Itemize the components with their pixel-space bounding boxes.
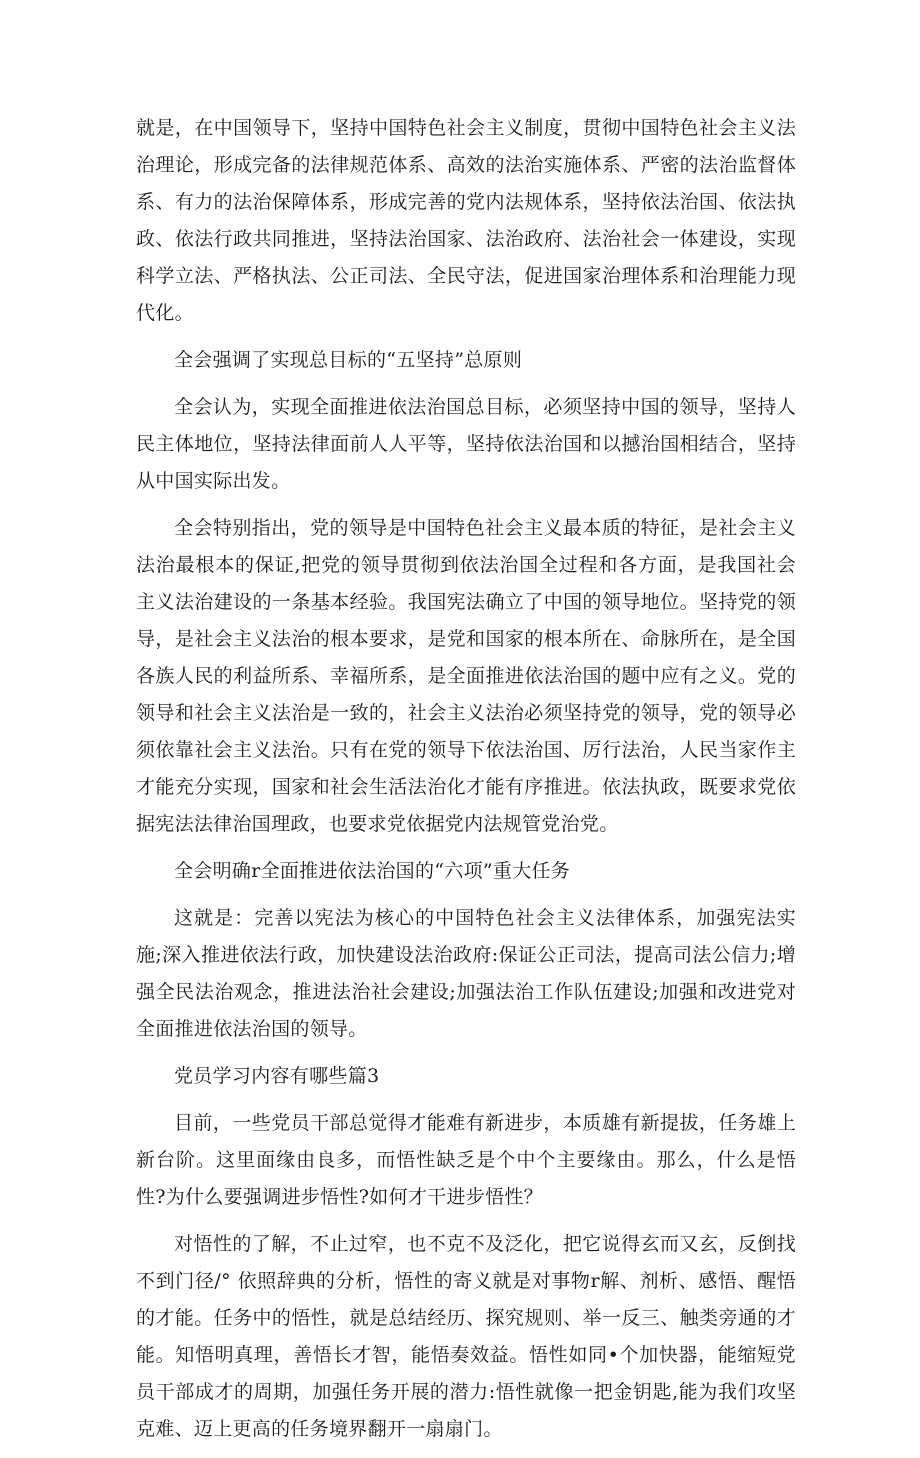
document-page (136, 110, 796, 1458)
paragraph-2: 全会认为，实现全面推进依法治国总目标，必须坚持中国的领导，坚持人民主体地位，坚持法律面前人人平等，坚持依法治国和以撼治国相结合，坚持从中国实际出发。 (136, 396, 796, 492)
paragraph-6: 对悟性的了解，不止过窄，也不克不及泛化，把它说得玄而又玄，反倒找不到门径/° 依照辞典的分析，悟性的寄义就是对事物r解、剂析、感悟、醒悟的才能。任务中的悟性，就是总结经历、探究规则、举一反三、触类旁通的才能。知悟明真理，善悟长才智，能悟奏效益。悟性如同•个加快器，能缩短党员干部成才的周期，加强任务开展的潜力:悟性就像一把金钥匙,能为我们攻坚克难、迈上更高的任务境界翻开一扇扇门。 (136, 1233, 796, 1440)
section-heading-five-principles: 全会强调了实现总目标的“五坚持”总原则 (174, 349, 523, 371)
paragraph-3: 全会特别指出，党的领导是中国特色社会主义最本质的特征，是社会主义法治最根本的保证,把党的领导贯彻到依法治国全过程和各方面，是我国社会主义法治建设的一条基本经验。我国宪法确立了中国的领导地位。坚持党的领导，是社会主义法治的根本要求，是党和国家的根本所在、命脉所在，是全国各族人民的利益所系、幸福所系，是全面推进依法治国的题中应有之义。党的领导和社会主义法治是一致的，社会主义法治必须坚持党的领导，党的领导必须依靠社会主义法治。只有在党的领导下依法治国、厉行法治，人民当家作主才能充分实现，国家和社会生活法治化才能有序推进。依法执政，既要求党依据宪法法律治国理政，也要求党依据党内法规管党治党。 (136, 517, 796, 835)
section-heading-six-tasks: 全会明确r全面推进依法治国的“六项”重大任务 (174, 860, 571, 882)
paragraph-5: 目前，一些党员干部总觉得才能难有新进步，本质雄有新提拔，任务雄上新台阶。这里面缘由良多，而悟性缺乏是个中个主要缘由。那么，什么是悟性?为什么要强调进步悟性?如何才干进步悟性？ (136, 1112, 796, 1208)
paragraph-1: 就是，在中国领导下，坚持中国特色社会主义制度，贯彻中国特色社会主义法治理论，形成完备的法律规范体系、高效的法治实施体系、严密的法治监督体系、有力的法治保障体系，形成完善的党内法规体系，坚持依法治国、依法执政、依法行政共同推进，坚持法治国家、法治政府、法治社会一体建设，实现科学立法、严格执法、公正司法、全民守法，促进国家治理体系和治理能力现代化。 (136, 117, 796, 324)
paragraph-4: 这就是：完善以宪法为核心的中国特色社会主义法律体系，加强宪法实施;深入推进依法行政，加快建设法治政府:保证公正司法，提高司法公信力;增强全民法治观念，推进法治社会建设;加强法治工作队伍建设;加强和改进党对全面推进依法治国的领导。 (136, 907, 796, 1040)
section-heading-part-3: 党员学习内容有哪些篇3 (174, 1065, 380, 1087)
